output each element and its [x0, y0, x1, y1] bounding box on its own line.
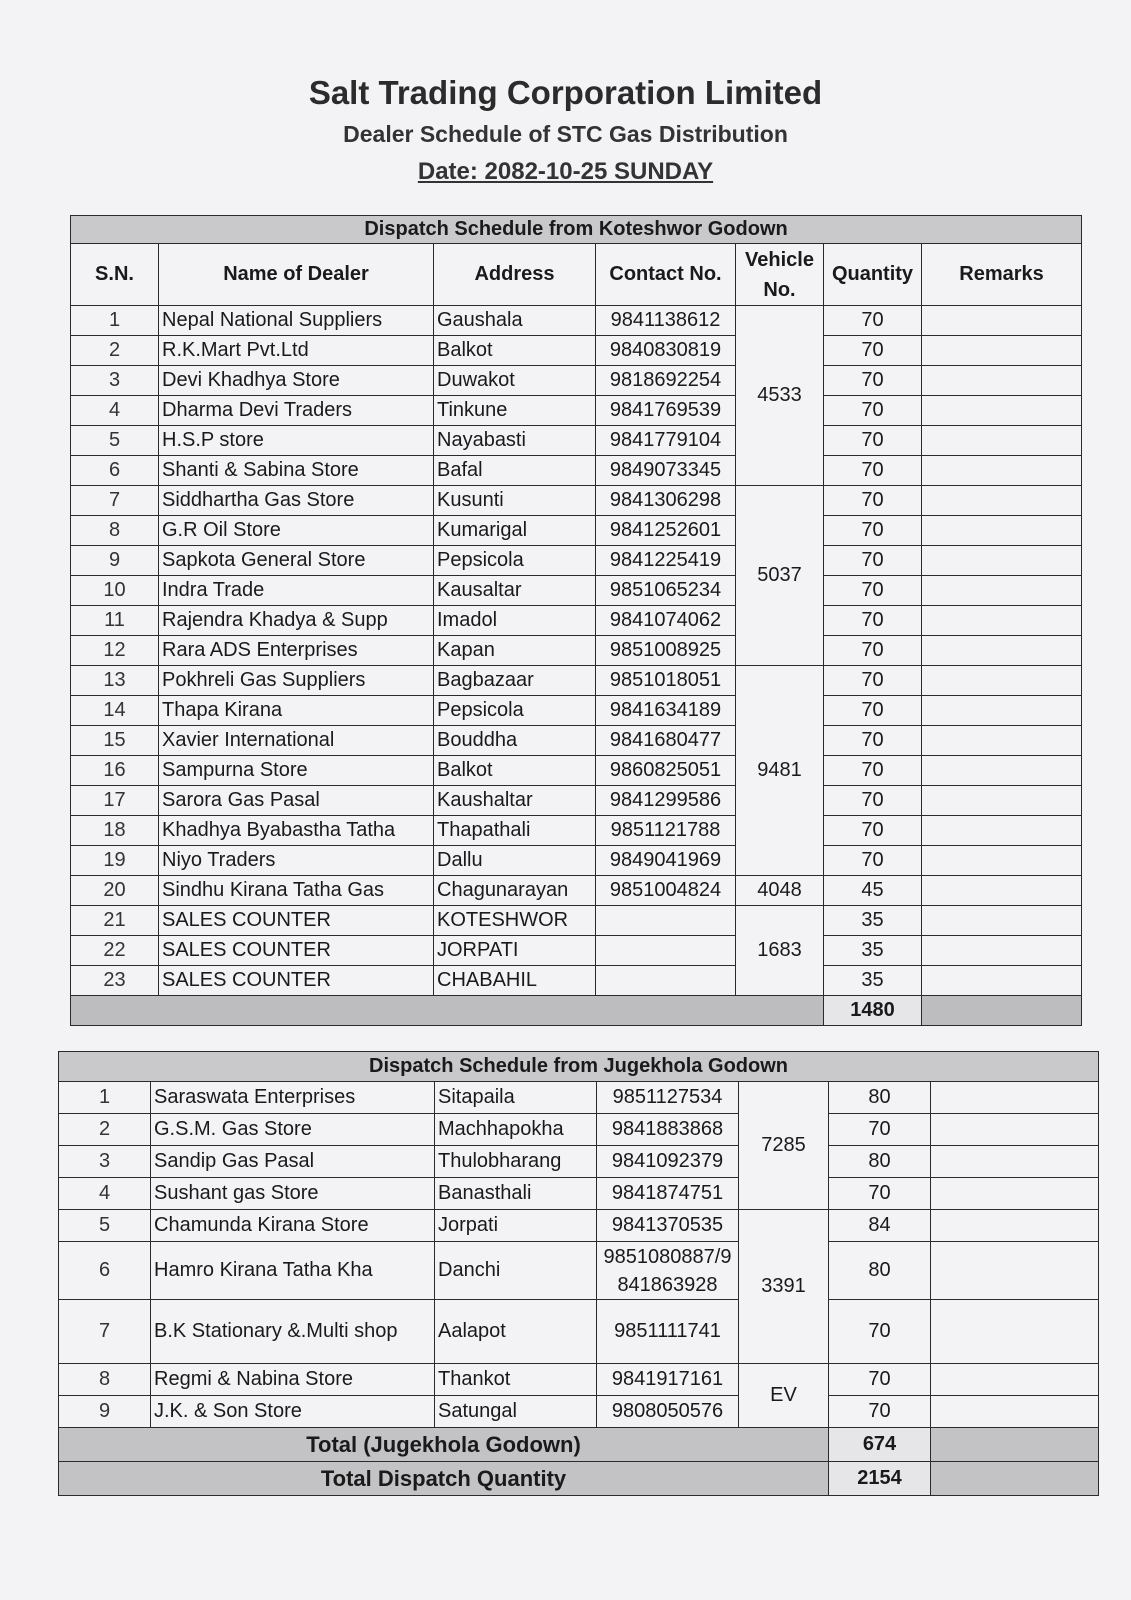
- dealer-address: Machhapokha: [435, 1114, 597, 1146]
- quantity: 70: [829, 1364, 931, 1396]
- column-header-row: [71, 244, 1082, 306]
- remarks-cell: [922, 726, 1082, 756]
- remarks-cell: [922, 546, 1082, 576]
- grand-total-row: [59, 1462, 1099, 1496]
- koteshwor-dispatch-table: [70, 215, 1082, 1026]
- jugekhola-heading: Dispatch Schedule from Jugekhola Godown: [59, 1052, 1099, 1082]
- serial-number: 4: [71, 396, 159, 426]
- remarks-cell: [922, 456, 1082, 486]
- contact-number: 9851018051: [596, 666, 736, 696]
- header-vehicle: Vehicle No.: [736, 244, 824, 306]
- dealer-address: Jorpati: [435, 1210, 597, 1242]
- table-row: [71, 486, 1082, 516]
- table-row: [59, 1210, 1099, 1242]
- dealer-name: SALES COUNTER: [159, 936, 434, 966]
- dealer-address: Balkot: [434, 336, 596, 366]
- remarks-cell: [922, 816, 1082, 846]
- dealer-address: Duwakot: [434, 366, 596, 396]
- jugekhola-total-label: Total (Jugekhola Godown): [59, 1428, 829, 1462]
- table-row: [71, 726, 1082, 756]
- dealer-name: Sarora Gas Pasal: [159, 786, 434, 816]
- vehicle-number: 3391: [739, 1210, 829, 1364]
- quantity: 70: [824, 366, 922, 396]
- table-row: [59, 1364, 1099, 1396]
- table-row: [71, 906, 1082, 936]
- contact-number: 9860825051: [596, 756, 736, 786]
- total-row: [71, 996, 1082, 1026]
- vehicle-number: 1683: [736, 906, 824, 996]
- jugekhola-total-value: 674: [829, 1428, 931, 1462]
- dealer-address: CHABAHIL: [434, 966, 596, 996]
- contact-number: [596, 936, 736, 966]
- remarks-cell: [922, 576, 1082, 606]
- dealer-address: Bouddha: [434, 726, 596, 756]
- contact-number: 9840830819: [596, 336, 736, 366]
- dealer-name: Khadhya Byabastha Tatha: [159, 816, 434, 846]
- contact-number: 9841225419: [596, 546, 736, 576]
- serial-number: 8: [71, 516, 159, 546]
- remarks-cell: [931, 1178, 1099, 1210]
- dealer-address: Banasthali: [435, 1178, 597, 1210]
- dealer-name: Devi Khadhya Store: [159, 366, 434, 396]
- remarks-cell: [931, 1114, 1099, 1146]
- quantity: 80: [829, 1082, 931, 1114]
- table-row: [71, 876, 1082, 906]
- dealer-address: Sitapaila: [435, 1082, 597, 1114]
- dealer-address: Bafal: [434, 456, 596, 486]
- jugekhola-total-row: [59, 1428, 1099, 1462]
- remarks-cell: [931, 1082, 1099, 1114]
- header-remarks: Remarks: [922, 244, 1082, 306]
- dealer-name: Pokhreli Gas Suppliers: [159, 666, 434, 696]
- koteshwor-heading: Dispatch Schedule from Koteshwor Godown: [71, 216, 1082, 244]
- serial-number: 23: [71, 966, 159, 996]
- table-row: [71, 366, 1082, 396]
- contact-number: 9841769539: [596, 396, 736, 426]
- vehicle-number: 4048: [736, 876, 824, 906]
- contact-number: 9851111741: [597, 1300, 739, 1364]
- contact-number: 9841917161: [597, 1364, 739, 1396]
- dealer-name: G.R Oil Store: [159, 516, 434, 546]
- remarks-cell: [931, 1146, 1099, 1178]
- serial-number: 6: [59, 1242, 151, 1300]
- dealer-address: Pepsicola: [434, 546, 596, 576]
- quantity: 70: [824, 606, 922, 636]
- total-bar-end: [922, 996, 1082, 1026]
- dealer-address: Kapan: [434, 636, 596, 666]
- header-quantity: Quantity: [824, 244, 922, 306]
- table-row: [71, 966, 1082, 996]
- remarks-cell: [922, 966, 1082, 996]
- table-row: [59, 1114, 1099, 1146]
- table-row: [71, 936, 1082, 966]
- dealer-name: Hamro Kirana Tatha Kha: [151, 1242, 435, 1300]
- serial-number: 20: [71, 876, 159, 906]
- grand-total-value: 2154: [829, 1462, 931, 1496]
- dealer-address: Kusunti: [434, 486, 596, 516]
- quantity: 80: [829, 1146, 931, 1178]
- dealer-name: Sapkota General Store: [159, 546, 434, 576]
- table-row: [71, 696, 1082, 726]
- document-title: Salt Trading Corporation Limited: [308, 74, 823, 111]
- contact-number: 9841299586: [596, 786, 736, 816]
- table-row: [71, 456, 1082, 486]
- serial-number: 2: [59, 1114, 151, 1146]
- serial-number: 2: [71, 336, 159, 366]
- contact-number: 9841779104: [596, 426, 736, 456]
- dealer-name: Rara ADS Enterprises: [159, 636, 434, 666]
- table-row: [71, 666, 1082, 696]
- dealer-name: Niyo Traders: [159, 846, 434, 876]
- quantity: 70: [824, 696, 922, 726]
- quantity: 70: [824, 786, 922, 816]
- document-subtitle: Dealer Schedule of STC Gas Distribution: [343, 121, 788, 147]
- dealer-address: Thapathali: [434, 816, 596, 846]
- vehicle-number: 9481: [736, 666, 824, 876]
- contact-number: 9841252601: [596, 516, 736, 546]
- vehicle-number: 5037: [736, 486, 824, 666]
- table-row: [71, 426, 1082, 456]
- quantity: 84: [829, 1210, 931, 1242]
- dealer-address: Balkot: [434, 756, 596, 786]
- grand-total-bar-end: [931, 1462, 1099, 1496]
- serial-number: 21: [71, 906, 159, 936]
- dealer-address: Thankot: [435, 1364, 597, 1396]
- serial-number: 22: [71, 936, 159, 966]
- document-date: [0, 158, 1131, 186]
- serial-number: 15: [71, 726, 159, 756]
- dealer-name: Nepal National Suppliers: [159, 306, 434, 336]
- header-contact: Contact No.: [596, 244, 736, 306]
- remarks-cell: [922, 396, 1082, 426]
- contact-number: 9841306298: [596, 486, 736, 516]
- remarks-cell: [922, 486, 1082, 516]
- header-name: Name of Dealer: [159, 244, 434, 306]
- dealer-address: Imadol: [434, 606, 596, 636]
- dealer-name: Sampurna Store: [159, 756, 434, 786]
- table-row: [71, 816, 1082, 846]
- dealer-name: Thapa Kirana: [159, 696, 434, 726]
- quantity: 70: [824, 486, 922, 516]
- section-heading-row: [59, 1052, 1099, 1082]
- dealer-address: Tinkune: [434, 396, 596, 426]
- serial-number: 14: [71, 696, 159, 726]
- quantity: 70: [824, 516, 922, 546]
- grand-total-label: Total Dispatch Quantity: [59, 1462, 829, 1496]
- koteshwor-total: 1480: [824, 996, 922, 1026]
- serial-number: 13: [71, 666, 159, 696]
- serial-number: 5: [59, 1210, 151, 1242]
- dealer-address: Dallu: [434, 846, 596, 876]
- vehicle-number: 7285: [739, 1082, 829, 1210]
- dealer-name: G.S.M. Gas Store: [151, 1114, 435, 1146]
- dealer-name: Shanti & Sabina Store: [159, 456, 434, 486]
- dealer-name: SALES COUNTER: [159, 906, 434, 936]
- quantity: 70: [829, 1396, 931, 1428]
- serial-number: 8: [59, 1364, 151, 1396]
- contact-number: 9841074062: [596, 606, 736, 636]
- remarks-cell: [922, 846, 1082, 876]
- quantity: 70: [824, 306, 922, 336]
- section-heading-row: [71, 216, 1082, 244]
- remarks-cell: [922, 936, 1082, 966]
- table-row: [59, 1300, 1099, 1364]
- contact-number: 9851008925: [596, 636, 736, 666]
- table-row: [59, 1178, 1099, 1210]
- remarks-cell: [931, 1242, 1099, 1300]
- serial-number: 10: [71, 576, 159, 606]
- remarks-cell: [922, 516, 1082, 546]
- remarks-cell: [922, 426, 1082, 456]
- remarks-cell: [922, 636, 1082, 666]
- dealer-name: Siddhartha Gas Store: [159, 486, 434, 516]
- dealer-address: Nayabasti: [434, 426, 596, 456]
- contact-number: 9808050576: [597, 1396, 739, 1428]
- dealer-name: J.K. & Son Store: [151, 1396, 435, 1428]
- quantity: 70: [824, 456, 922, 486]
- remarks-cell: [922, 696, 1082, 726]
- remarks-cell: [922, 786, 1082, 816]
- contact-number: 9851121788: [596, 816, 736, 846]
- dealer-name: B.K Stationary &.Multi shop: [151, 1300, 435, 1364]
- serial-number: 19: [71, 846, 159, 876]
- remarks-cell: [931, 1210, 1099, 1242]
- quantity: 35: [824, 906, 922, 936]
- quantity: 70: [824, 756, 922, 786]
- dealer-name: Xavier International: [159, 726, 434, 756]
- dealer-name: Sushant gas Store: [151, 1178, 435, 1210]
- serial-number: 11: [71, 606, 159, 636]
- total-bar: [71, 996, 824, 1026]
- contact-number: 9841874751: [597, 1178, 739, 1210]
- contact-number: 9841680477: [596, 726, 736, 756]
- remarks-cell: [922, 906, 1082, 936]
- dealer-address: Bagbazaar: [434, 666, 596, 696]
- quantity: 70: [824, 816, 922, 846]
- table-row: [71, 756, 1082, 786]
- contact-number: 9841634189: [596, 696, 736, 726]
- quantity: 70: [829, 1300, 931, 1364]
- contact-number: 9841092379: [597, 1146, 739, 1178]
- dealer-name: Regmi & Nabina Store: [151, 1364, 435, 1396]
- remarks-cell: [922, 606, 1082, 636]
- vehicle-number: EV: [739, 1364, 829, 1428]
- contact-number: 9841370535: [597, 1210, 739, 1242]
- contact-number: 9851080887/9 841863928: [597, 1242, 739, 1300]
- header-sn: S.N.: [71, 244, 159, 306]
- serial-number: 3: [71, 366, 159, 396]
- dealer-address: Pepsicola: [434, 696, 596, 726]
- dealer-address: Kausaltar: [434, 576, 596, 606]
- serial-number: 7: [71, 486, 159, 516]
- table-row: [71, 396, 1082, 426]
- contact-number: 9841138612: [596, 306, 736, 336]
- dealer-address: Thulobharang: [435, 1146, 597, 1178]
- quantity: 70: [824, 846, 922, 876]
- dealer-address: Kaushaltar: [434, 786, 596, 816]
- contact-number: 9849073345: [596, 456, 736, 486]
- quantity: 70: [824, 576, 922, 606]
- serial-number: 1: [59, 1082, 151, 1114]
- dealer-name: Sandip Gas Pasal: [151, 1146, 435, 1178]
- quantity: 70: [824, 546, 922, 576]
- table-row: [71, 336, 1082, 366]
- contact-number: 9849041969: [596, 846, 736, 876]
- contact-number: 9818692254: [596, 366, 736, 396]
- quantity: 70: [824, 666, 922, 696]
- serial-number: 18: [71, 816, 159, 846]
- table-row: [71, 576, 1082, 606]
- quantity: 70: [824, 336, 922, 366]
- serial-number: 17: [71, 786, 159, 816]
- dealer-address: Gaushala: [434, 306, 596, 336]
- serial-number: 4: [59, 1178, 151, 1210]
- dealer-name: SALES COUNTER: [159, 966, 434, 996]
- contact-number: [596, 966, 736, 996]
- remarks-cell: [922, 666, 1082, 696]
- serial-number: 6: [71, 456, 159, 486]
- remarks-cell: [922, 756, 1082, 786]
- serial-number: 1: [71, 306, 159, 336]
- table-row: [71, 846, 1082, 876]
- table-row: [59, 1242, 1099, 1300]
- dealer-address: Aalapot: [435, 1300, 597, 1364]
- contact-number: [596, 906, 736, 936]
- contact-number: 9841883868: [597, 1114, 739, 1146]
- table-row: [71, 516, 1082, 546]
- remarks-cell: [931, 1396, 1099, 1428]
- table-row: [59, 1396, 1099, 1428]
- dealer-name: Saraswata Enterprises: [151, 1082, 435, 1114]
- dealer-name: R.K.Mart Pvt.Ltd: [159, 336, 434, 366]
- quantity: 80: [829, 1242, 931, 1300]
- remarks-cell: [922, 876, 1082, 906]
- quantity: 70: [829, 1178, 931, 1210]
- quantity: 35: [824, 936, 922, 966]
- dealer-address: KOTESHWOR: [434, 906, 596, 936]
- remarks-cell: [922, 366, 1082, 396]
- jugekhola-dispatch-table: [58, 1051, 1099, 1496]
- date-text: Date: 2082-10-25 SUNDAY: [417, 158, 714, 185]
- dealer-address: Chagunarayan: [434, 876, 596, 906]
- serial-number: 16: [71, 756, 159, 786]
- table-row: [71, 606, 1082, 636]
- table-row: [71, 306, 1082, 336]
- serial-number: 9: [71, 546, 159, 576]
- vehicle-number: 4533: [736, 306, 824, 486]
- dealer-address: Danchi: [435, 1242, 597, 1300]
- table-row: [71, 786, 1082, 816]
- header-address: Address: [434, 244, 596, 306]
- dealer-address: JORPATI: [434, 936, 596, 966]
- dealer-name: Dharma Devi Traders: [159, 396, 434, 426]
- serial-number: 7: [59, 1300, 151, 1364]
- contact-number: 9851065234: [596, 576, 736, 606]
- remarks-cell: [922, 336, 1082, 366]
- remarks-cell: [922, 306, 1082, 336]
- remarks-cell: [931, 1364, 1099, 1396]
- dealer-name: Sindhu Kirana Tatha Gas: [159, 876, 434, 906]
- dealer-address: Satungal: [435, 1396, 597, 1428]
- table-row: [59, 1146, 1099, 1178]
- contact-number: 9851004824: [596, 876, 736, 906]
- dealer-name: Indra Trade: [159, 576, 434, 606]
- quantity: 70: [829, 1114, 931, 1146]
- quantity: 45: [824, 876, 922, 906]
- contact-number: 9851127534: [597, 1082, 739, 1114]
- dealer-name: Chamunda Kirana Store: [151, 1210, 435, 1242]
- serial-number: 5: [71, 426, 159, 456]
- dealer-name: H.S.P store: [159, 426, 434, 456]
- jugekhola-total-bar-end: [931, 1428, 1099, 1462]
- quantity: 70: [824, 726, 922, 756]
- remarks-cell: [931, 1300, 1099, 1364]
- dealer-name: Rajendra Khadya & Supp: [159, 606, 434, 636]
- table-row: [71, 636, 1082, 666]
- table-row: [59, 1082, 1099, 1114]
- serial-number: 12: [71, 636, 159, 666]
- serial-number: 3: [59, 1146, 151, 1178]
- quantity: 35: [824, 966, 922, 996]
- table-row: [71, 546, 1082, 576]
- serial-number: 9: [59, 1396, 151, 1428]
- quantity: 70: [824, 396, 922, 426]
- quantity: 70: [824, 636, 922, 666]
- quantity: 70: [824, 426, 922, 456]
- dealer-address: Kumarigal: [434, 516, 596, 546]
